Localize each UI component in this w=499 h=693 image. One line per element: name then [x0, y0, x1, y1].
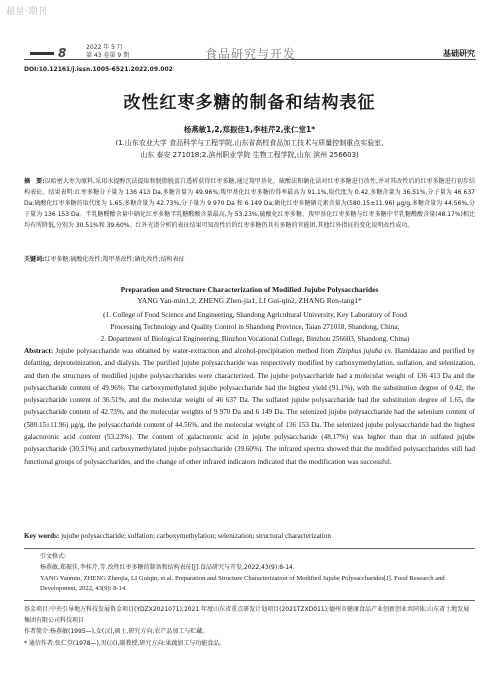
affiliation-en-line: 2. Department of Biological Engineering, Binzhou Vocational College, Binzhou 256603, Shandong, China) — [100, 335, 410, 344]
keywords-en-text: jujube polysaccharide; sulfation; carboxymethylation; selenization; structural characterization — [61, 532, 331, 540]
keywords-zh — [24, 254, 475, 265]
affiliation-zh — [0, 137, 499, 161]
affiliation-en — [40, 309, 470, 346]
keywords-en — [24, 530, 475, 542]
authors-en: YANG Yan-min1,2, ZHENG Zhen-jia1, LI Gui-qin2, ZHANG Ren-tang1* — [137, 296, 362, 305]
abstract-en — [24, 345, 475, 468]
abstract-en-text-2: cv. Hamidazao and purified by defatting, deproteinization, and dialysis. The purified jujube polysaccharide was respectively modified by carboxymethylation, sulfation, and selenization, and then the structures of modified jujube polysaccharides were characterized. The jujube polysaccharide had a molecular weight of 136 413 Da and the polysaccharide content of 49.96%. The carboxymethylated jujube polysaccharide had the highest yield (91.1%), with the substitution degree of 0.42, the polysaccharide content of 36.51%, and the molecular weight of 46 637 Da. The sulfated jujube polysaccharide had the substitution degree of 1.65, the polysaccharide content of 42.73%, and the molecular weights of 9 970 Da and 6 149 Da. The selenized jujube polysaccharide had the selenium content of (580.15±11.96) μg/g, the polysaccharide content of 44.56%, and the molecular weight of 136 153 Da. The selenized jujube polysaccharide had the highest galacturonic acid content (53.23%). The content of galacturonic acid in jujube polysaccharide (48.17%) was higher than that in sulfated jujube polysaccharide (30.51%) and carboxymethylated jujube polysaccharide (39.60%). The infrared spectra showed that the modified polysaccharides still had functional groups of polysaccharides, and the change of other infrared indicators indicated that the modification was successful. — [24, 347, 476, 466]
footnote-corresponding: * 通信作者:张仁堂(1978—),男(汉),副教授,研究方向:果蔬加工与功能食品。 — [24, 640, 226, 647]
header-dash — [30, 52, 54, 55]
citation-label: 引文格式: — [40, 553, 67, 560]
page-number: 8 — [58, 46, 67, 60]
journal-name: 食品研究与开发 — [205, 47, 297, 61]
footnote-rule — [24, 600, 475, 601]
footnote-funding: 基金项目:中央引导地方科技发展资金项目(YDZX2021071);2021 年度山东省重点研发计划项目(2021TZXD011);德州市健康食品产业创新创业共同体;山东省土地发展集团有限公司科技项目 — [24, 606, 470, 624]
affiliation-en-line: Processing Technology and Quality Control in Shandong Province, Taian 271018, Shandong, China; — [110, 323, 400, 332]
abstract-en-label: Abstract: — [24, 347, 54, 355]
doi: DOI:10.12161/j.issn.1005-6521.2022.09.002 — [24, 66, 173, 73]
volume-issue: 第 43 卷第 9 期 — [86, 52, 130, 59]
year-month: 2022 年 5 月 — [86, 44, 123, 51]
issue-info — [86, 44, 129, 60]
title-zh: 改性红枣多糖的制备和结构表征 — [123, 93, 376, 113]
affiliation-en-line: (1. College of Food Science and Engineering, Shandong Agricultural University, Key Laboratory of Food — [103, 311, 407, 319]
section-name: 基础研究 — [443, 49, 475, 58]
citation-zh: 杨燕敏,郑振佳,李桂芹,等.改性红枣多糖的制备和结构表征[J].食品研究与开发,2022,43(9):8-14. — [40, 564, 295, 571]
abstract-zh — [24, 176, 475, 231]
authors-zh: 杨燕敏1,2,郑振佳1,李桂芹2,张仁堂1* — [183, 125, 316, 134]
running-header — [0, 22, 499, 62]
watermark: 超星·期刊 — [6, 7, 48, 17]
citation-rule — [24, 548, 475, 549]
abstract-zh-text: 以哈密大枣为原料,采用水提醇沉法提取和脱脂脱蛋白透析获得红枣多糖,通过羧甲基化、硫酸法和硒化法对红枣多糖进行改性,并对其改性后的红枣多糖进行初步结构表征。结果表明:红枣多糖分子量为 136 413 Da,多糖含量为 49.96%;羧甲基化红枣多糖的得率最高为 91.1%,取代度为 0.42,多糖含量为 36.51%,分子量为 46 637 Da;硫酸化红枣多糖的取代度为 1.65,多糖含量为 42.73%,分子量为 9 970 Da 和 6 149 Da;硒化红枣多糖硒元素含量为(580.15±11.96) μg/g,多糖含量为 44.56%,分子量为 136 153 Da。半乳糖醛酸含量中硒化红枣多糖半乳糖醛酸含量最高,为 53.23%,硫酸化红枣多糖、羧甲基化红枣多糖与红枣多糖中半乳糖醛酸含量(48.17%)相比均有所降低,分别为 30.51%和 39.60%。红外光谱分析的表征结果可知改性后的红枣多糖仍具有多糖的官能团,其他红外指征的变化说明改性成功。 — [24, 178, 475, 229]
abstract-zh-label: 摘 要: — [24, 178, 45, 185]
affiliation-zh-line: (1.山东农业大学 食品科学与工程学院,山东省高校食品加工技术与质量控制重点实验室, — [115, 139, 384, 147]
keywords-en-label: Key words: — [24, 532, 60, 540]
citation-en: YANG Yanmin, ZHENG Zhenjia, LI Guiqin, et al. Preparation and Structure Characterization of Modified Jujube Polysaccharides[J]. Food Research and Development, 2022, 43(9): 8-14. — [40, 575, 445, 592]
affiliation-zh-line: 山东 泰安 271018;2.滨州职业学院 生物工程学院,山东 滨州 256603) — [140, 151, 359, 159]
header-rule — [24, 59, 476, 60]
keywords-zh-label: 关键词: — [24, 256, 45, 263]
footnote-author: 作者简介:杨燕敏(1995—),女(汉),硕士,研究方向:农产品加工与贮藏。 — [24, 628, 209, 635]
abstract-en-text-1: Jujube polysaccharide was obtained by water-extraction and alcohol-precipitation method from — [55, 347, 335, 355]
title-en: Preparation and Structure Characterization of Modified Jujube Polysaccharides — [120, 285, 379, 294]
keywords-zh-text: 红枣多糖;硫酸化改性;羧甲基改性;硒化改性;结构表征 — [44, 256, 185, 263]
species-name: Ziziphus jujuba — [336, 347, 383, 355]
